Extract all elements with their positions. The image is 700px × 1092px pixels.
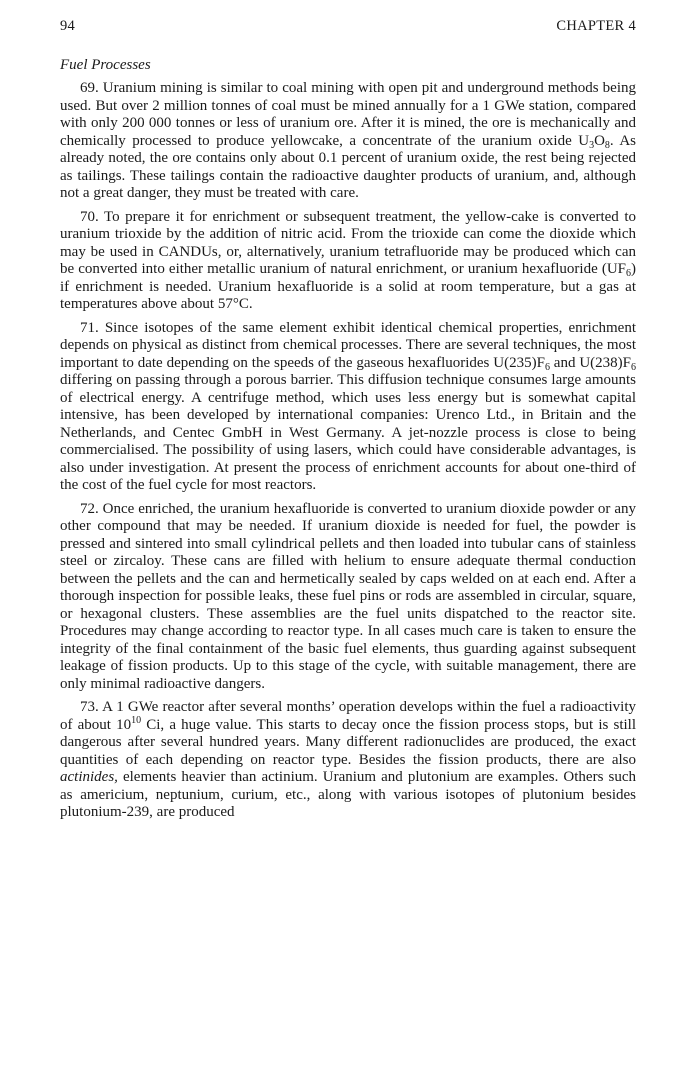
paragraph-71 — [60, 320, 636, 495]
p71-sub-6a: 6 — [544, 361, 550, 373]
p71-text-b: and U(238)F — [549, 354, 631, 371]
paragraph-69 — [60, 80, 636, 203]
p71-text-c: differing on passing through a porous barrier. This diffusion technique consumes large amounts of electrical energy. A centrifuge method, which uses less energy but is somewhat capital intensive, has been developed by international companies: Urenco Ltd., in Britain and the Netherlands, and Centec GmbH in West Germany. A jet-nozzle process is close to being commercialised. The possibility of using lasers, which could have considerable advantages, is also under investigation. At present the process of enrichment accounts for about one-third of the cost of the fuel cycle for most reactors. — [60, 372, 636, 493]
p71-sub-6b: 6 — [631, 361, 636, 373]
page-number: 94 — [60, 18, 76, 34]
paragraph-70 — [60, 209, 636, 314]
p70-text-a: 70. To prepare it for enrichment or subsequent treatment, the yellow-cake is converted to uranium trioxide by the addition of nitric acid. From the trioxide can come the dioxide which may be used in CANDUs, or, alternatively, uranium tetrafluoride may be produced which can be converted into either metallic uranium of natural enrichment, or uranium hexafluoride (UF — [60, 208, 636, 277]
chapter-label: CHAPTER 4 — [556, 18, 636, 34]
p71-text-a: 71. Since isotopes of the same element exhibit identical chemical properties, enrichment depends on physical as distinct from chemical processes. There are several techniques, the most important to date depending on the speeds of the gaseous hexafluorides U(235)F — [60, 319, 636, 371]
p73-sup-10: 10 — [131, 714, 142, 726]
p73-text-a: 73. A 1 GWe reactor after several months’ operation develops within the fuel a radioactivity of about 10 — [60, 699, 636, 733]
running-head — [60, 18, 636, 35]
section-heading: Fuel Processes — [60, 57, 151, 73]
p73-em-actinides: actinides, — [60, 769, 118, 785]
p69-text-c: . As already noted, the ore contains only about 0.1 percent of uranium oxide, the rest being rejected as tailings. These tailings contain the radioactive daughter products of uranium, and, although not a great danger, they must be treated with care. — [60, 132, 637, 201]
p70-sub-6: 6 — [626, 268, 631, 279]
p69-sub-3: 3 — [589, 139, 595, 151]
p69-sub-8: 8 — [604, 139, 610, 151]
paragraph-73 — [60, 699, 636, 822]
p70-text-b: ) if enrichment is needed. Uranium hexafluoride is a solid at room temperature, but a gas at temperatures above about 57°C. — [60, 261, 636, 312]
p69-text-b: O — [594, 132, 605, 149]
paragraph-72: 72. Once enriched, the uranium hexafluoride is converted to uranium dioxide powder or any other compound that may be needed. If uranium dioxide is needed for fuel, the powder is pressed and sintered into small cylindrical pellets and then loaded into tubular cans of stainless steel or zircaloy. These cans are filled with helium to ensure adequate thermal conduction between the pellets and the can and hermetically sealed by caps welded on at each end. After a thorough inspection for possible leaks, these fuel pins or rods are assembled in circular, square, or hexagonal clusters. These assemblies are the fuel units dispatched to the reactor site. Procedures may change according to reactor type. In all cases much care is taken to ensure the integrity of the final containment of the basic fuel elements, thus guarding against subsequent leakage of fission products. Up to this stage of the cycle, with suitable management, there are only minimal radioactive dangers. — [60, 500, 636, 692]
p73-text-c: elements heavier than actinium. Uranium and plutonium are examples. Others such as americium, neptunium, curium, etc., along with various isotopes of plutonium besides plutonium-239, are produced — [60, 769, 636, 820]
p73-text-b: Ci, a huge value. This starts to decay once the fission process stops, but is still dangerous after several hundred years. Many different radionuclides are produced, the exact quantities of each depending on reactor type. Besides the fission products, there are also — [60, 716, 636, 768]
p69-text-a: 69. Uranium mining is similar to coal mining with open pit and underground methods being used. But over 2 million tonnes of coal must be mined annually for a 1 GWe station, compared with only 200 000 tonnes or less of uranium ore. After it is mined, the ore is mechanically and chemically processed to produce yellowcake, a concentrate of the uranium oxide U — [60, 80, 636, 149]
